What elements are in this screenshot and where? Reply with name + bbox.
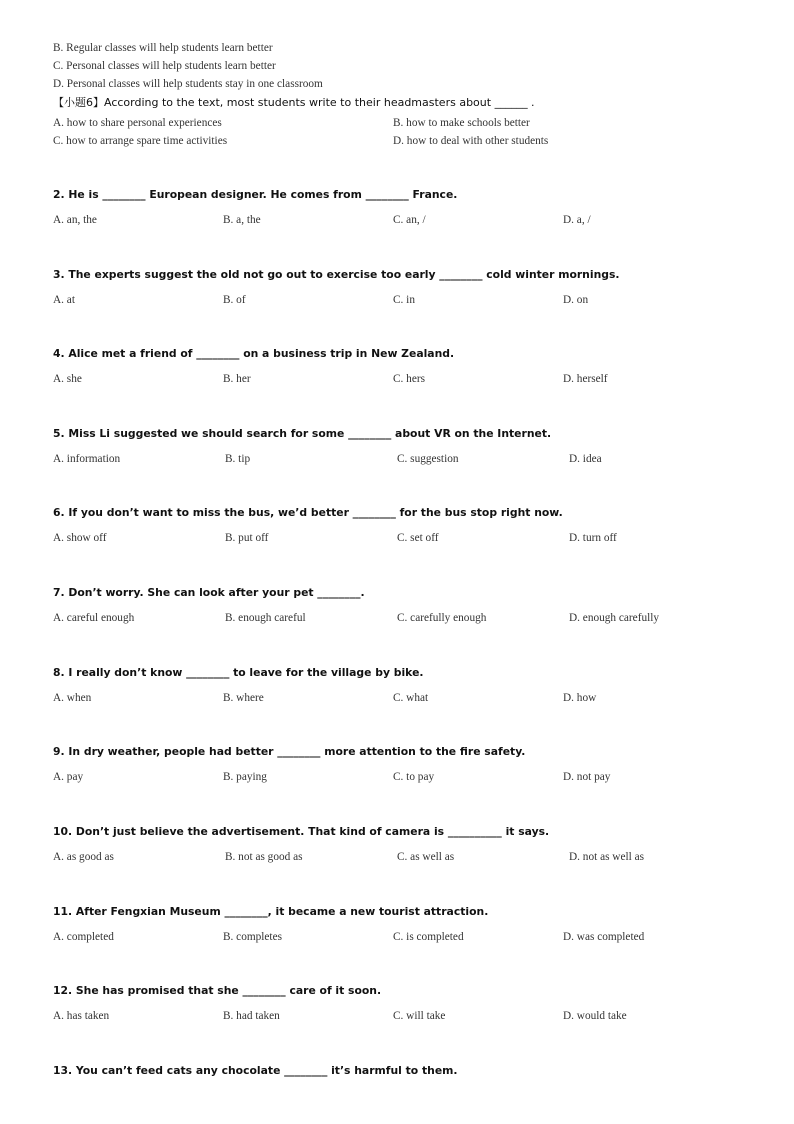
sub6-option-c: C. how to arrange spare time activities <box>53 135 228 147</box>
question-10-option-d: D. not as well as <box>569 851 644 863</box>
question-11-stem: 11. After Fengxian Museum ________, it became a new tourist attraction. <box>53 905 489 918</box>
question-6-option-d: D. turn off <box>569 532 617 544</box>
question-12-option-d: D. would take <box>563 1010 627 1022</box>
question-2-option-b: B. a, the <box>223 214 261 226</box>
question-12-option-a: A. has taken <box>53 1010 110 1022</box>
intro-option-b: B. Regular classes will help students learn better <box>53 42 273 54</box>
question-2-option-d: D. a, / <box>563 214 591 226</box>
question-7-option-c: C. carefully enough <box>397 612 487 624</box>
question-7-option-a: A. careful enough <box>53 612 135 624</box>
question-8-stem: 8. I really don’t know ________ to leave for the village by bike. <box>53 666 424 679</box>
question-3-option-c: C. in <box>393 294 415 306</box>
question-13-stem: 13. You can’t feed cats any chocolate ________ it’s harmful to them. <box>53 1064 458 1077</box>
question-12-option-c: C. will take <box>393 1010 446 1022</box>
question-3-option-a: A. at <box>53 294 75 306</box>
question-6-option-c: C. set off <box>397 532 439 544</box>
question-11-option-a: A. completed <box>53 931 114 943</box>
sub6-option-b: B. how to make schools better <box>393 117 530 129</box>
question-5-stem: 5. Miss Li suggested we should search for some ________ about VR on the Internet. <box>53 427 552 440</box>
question-5-option-a: A. information <box>53 453 121 465</box>
sub6-stem: 【小题6】According to the text, most students write to their headmasters about ______ . <box>53 96 535 109</box>
question-9-option-a: A. pay <box>53 771 84 783</box>
intro-option-d: D. Personal classes will help students stay in one classroom <box>53 78 323 90</box>
question-12-stem: 12. She has promised that she ________ care of it soon. <box>53 984 382 997</box>
question-2-stem: 2. He is ________ European designer. He comes from ________ France. <box>53 188 458 201</box>
question-9-stem: 9. In dry weather, people had better ________ more attention to the fire safety. <box>53 745 526 758</box>
question-10-stem: 10. Don’t just believe the advertisement. That kind of camera is __________ it says. <box>53 825 550 838</box>
question-7-option-b: B. enough careful <box>225 612 306 624</box>
question-10-option-a: A. as good as <box>53 851 114 863</box>
question-4-option-a: A. she <box>53 373 82 385</box>
intro-option-c: C. Personal classes will help students learn better <box>53 60 276 72</box>
question-4-stem: 4. Alice met a friend of ________ on a business trip in New Zealand. <box>53 347 455 360</box>
question-5-option-d: D. idea <box>569 453 602 465</box>
question-9-option-c: C. to pay <box>393 771 435 783</box>
question-7-option-d: D. enough carefully <box>569 612 660 624</box>
question-8-option-c: C. what <box>393 692 429 704</box>
question-4-option-d: D. herself <box>563 373 608 385</box>
question-12-option-b: B. had taken <box>223 1010 280 1022</box>
sub6-option-d: D. how to deal with other students <box>393 135 549 147</box>
question-10-option-c: C. as well as <box>397 851 455 863</box>
question-4-option-c: C. hers <box>393 373 426 385</box>
question-10-option-b: B. not as good as <box>225 851 303 863</box>
question-7-stem: 7. Don’t worry. She can look after your pet ________. <box>53 586 365 599</box>
question-3-option-b: B. of <box>223 294 246 306</box>
question-11-option-d: D. was completed <box>563 931 645 943</box>
question-3-stem: 3. The experts suggest the old not go out to exercise too early ________ cold winter mornings. <box>53 268 620 281</box>
question-9-option-b: B. paying <box>223 771 267 783</box>
question-5-option-b: B. tip <box>225 453 251 465</box>
question-4-option-b: B. her <box>223 373 251 385</box>
question-2-option-c: C. an, / <box>393 214 426 226</box>
question-6-option-a: A. show off <box>53 532 107 544</box>
question-9-option-d: D. not pay <box>563 771 611 783</box>
question-11-option-b: B. completes <box>223 931 282 943</box>
question-3-option-d: D. on <box>563 294 589 306</box>
question-8-option-b: B. where <box>223 692 264 704</box>
question-6-option-b: B. put off <box>225 532 269 544</box>
question-8-option-d: D. how <box>563 692 597 704</box>
question-2-option-a: A. an, the <box>53 214 97 226</box>
question-6-stem: 6. If you don’t want to miss the bus, we’d better ________ for the bus stop right now. <box>53 506 563 519</box>
sub6-option-a: A. how to share personal experiences <box>53 117 222 129</box>
question-5-option-c: C. suggestion <box>397 453 459 465</box>
question-8-option-a: A. when <box>53 692 92 704</box>
question-11-option-c: C. is completed <box>393 931 464 943</box>
